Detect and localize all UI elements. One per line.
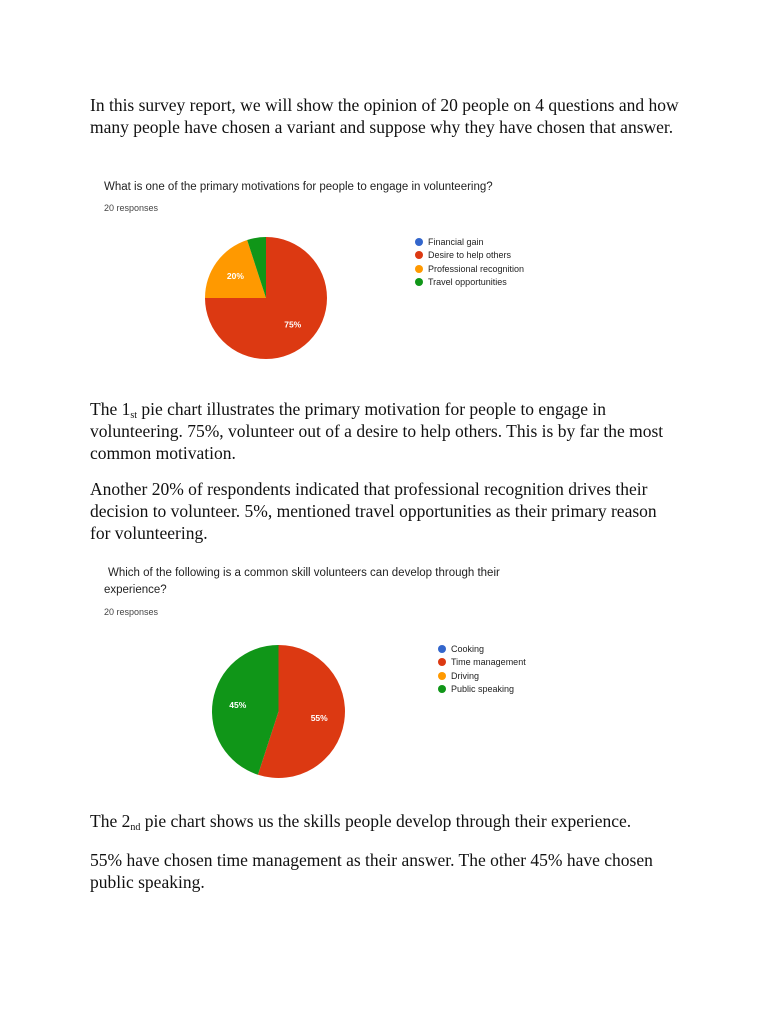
legend-swatch [438,685,446,693]
legend-label: Cooking [451,643,485,654]
pie-data-label: 75% [284,319,302,330]
legend-item-financial-gain [415,235,524,249]
legend-label: Professional recognition [428,263,525,274]
legend-item-cooking [438,642,526,656]
pie-chart-motivation [0,172,768,372]
legend-label: Financial gain [428,236,484,247]
legend-item-professional-recognition [415,262,524,276]
pie-data-label: 55% [310,712,328,723]
chart-legend [415,235,524,289]
legend-label: Driving [451,670,480,681]
pie-data-label: 20% [226,270,244,281]
legend-item-time-management [438,656,526,670]
intro-paragraph: In this survey report, we will show the opinion of 20 people on 4 questions and how many people have chosen a variant and suppose why they have chosen that answer. [90,95,679,137]
legend-swatch [415,265,423,273]
legend-swatch [438,658,446,666]
legend-label: Public speaking [451,684,515,695]
paragraph-chart1-details: Another 20% of respondents indicated that professional recognition drives their decision to volunteer. 5%, mentioned travel opportunities as their primary reason for volunteering. [90,479,657,543]
legend-swatch [415,238,423,246]
legend-swatch [438,645,446,653]
legend-item-travel-opportunities [415,276,524,290]
response-count: 20 responses [104,607,159,617]
legend-item-driving [438,669,526,683]
paragraph-chart2-details: 55% have chosen time management as their answer. The other 45% have chosen public speaking. [90,850,653,892]
legend-label: Desire to help others [428,250,512,261]
legend-swatch [438,672,446,680]
response-count: 20 responses [104,203,159,213]
legend-label: Travel opportunities [428,277,507,288]
pie-graphic [205,237,327,359]
paragraph-chart1-description: The $1_{st}$ pie chart illustrates the primary motivation for people to engage in volunteering. 75%, volunteer out of a desire to help others. This is by far the most common motivation. [90,399,664,463]
legend-label: Time management [451,657,526,668]
pie-data-label: 45% [229,700,247,711]
chart-legend [438,642,526,696]
legend-item-desire-to-help-others [415,249,524,263]
legend-swatch [415,251,423,259]
pie-graphic [212,645,345,778]
pie-chart-skills [0,560,768,785]
chart-title: Which of the following is a common skill volunteers can develop through their experience? [104,567,500,596]
paragraph-chart2-description: The $2_{nd}$ pie chart shows us the skills people develop through their experience. [90,811,632,833]
legend-item-public-speaking [438,683,526,697]
chart-title: What is one of the primary motivations for people to engage in volunteering? [104,181,493,193]
legend-swatch [415,278,423,286]
